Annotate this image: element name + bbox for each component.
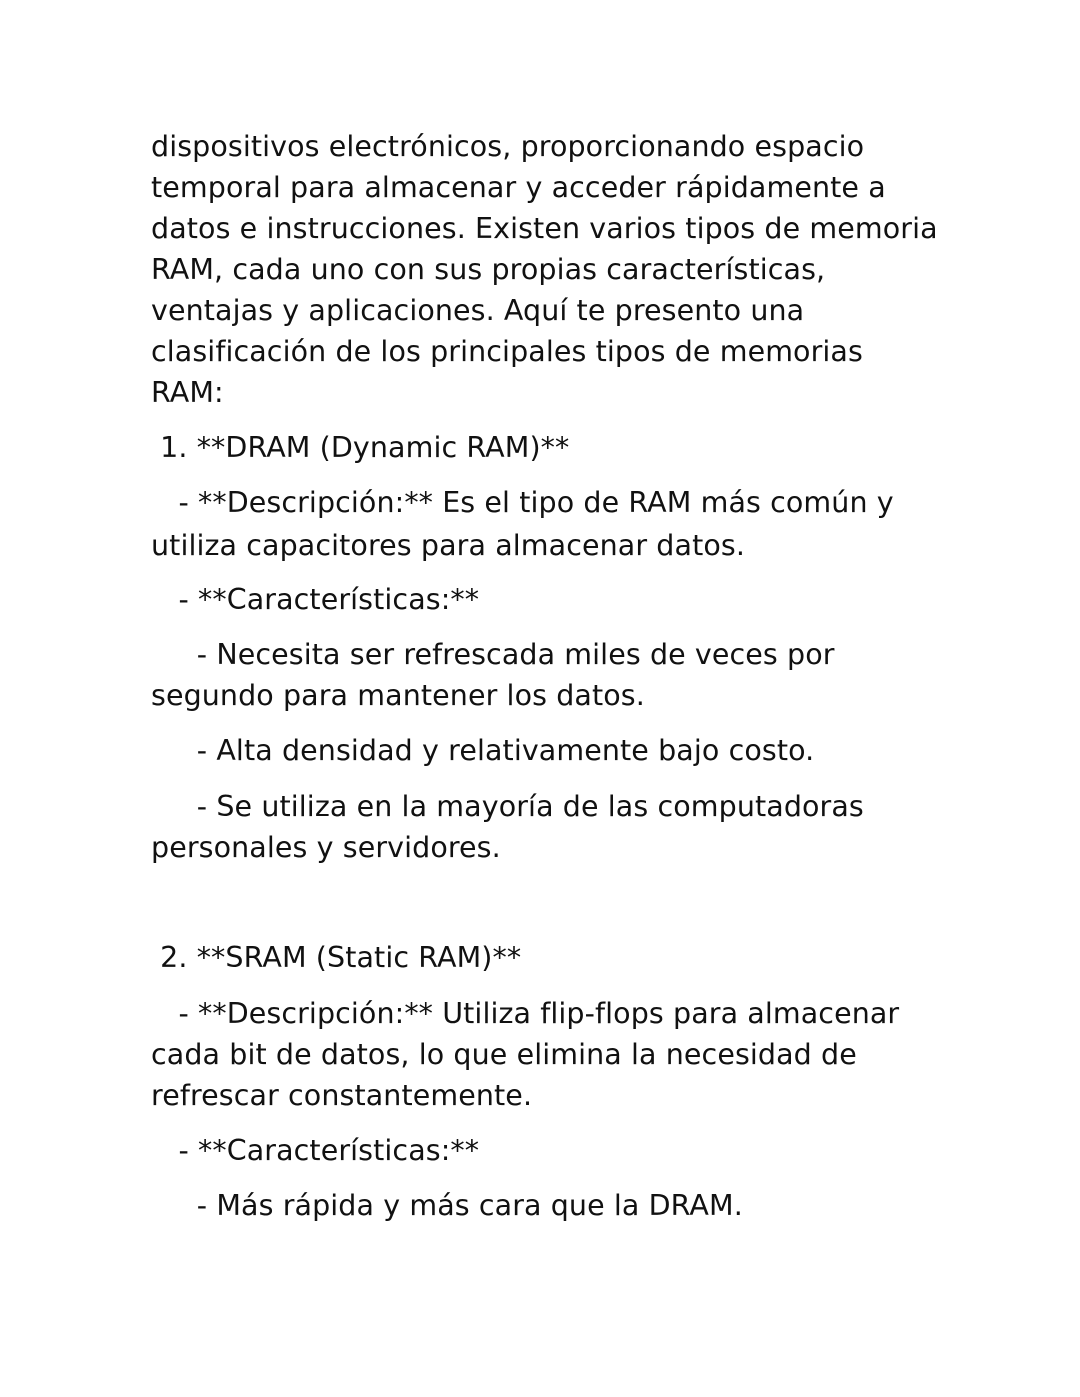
sram-heading: 2. **SRAM (Static RAM)** xyxy=(151,941,522,974)
intro-line: temporal para almacenar y acceder rápidamente a xyxy=(151,171,886,204)
sram-characteristic-item: - Más rápida y más cara que la DRAM. xyxy=(151,1189,743,1222)
dram-description: utiliza capacitores para almacenar datos. xyxy=(151,529,745,562)
dram-characteristic-item: - Alta densidad y relativamente bajo costo. xyxy=(151,734,815,767)
intro-line: clasificación de los principales tipos de memorias xyxy=(151,335,863,368)
dram-characteristics-label: - **Características:** xyxy=(151,583,480,616)
dram-characteristic-item: - Necesita ser refrescada miles de veces por xyxy=(151,638,835,671)
intro-line: datos e instrucciones. Existen varios tipos de memoria xyxy=(151,212,938,245)
dram-heading: 1. **DRAM (Dynamic RAM)** xyxy=(151,431,570,464)
sram-description: cada bit de datos, lo que elimina la necesidad de xyxy=(151,1038,857,1071)
sram-description: refrescar constantemente. xyxy=(151,1079,533,1112)
sram-characteristics-label: - **Características:** xyxy=(151,1134,480,1167)
dram-description: - **Descripción:** Es el tipo de RAM más común y xyxy=(151,486,894,519)
dram-characteristic-item: segundo para mantener los datos. xyxy=(151,679,645,712)
sram-description: - **Descripción:** Utiliza flip-flops para almacenar xyxy=(151,997,900,1030)
intro-line: RAM, cada uno con sus propias características, xyxy=(151,253,826,286)
intro-line: RAM: xyxy=(151,376,224,409)
dram-characteristic-item: personales y servidores. xyxy=(151,831,501,864)
dram-characteristic-item: - Se utiliza en la mayoría de las computadoras xyxy=(151,790,864,823)
intro-line: ventajas y aplicaciones. Aquí te presento una xyxy=(151,294,805,327)
intro-line: dispositivos electrónicos, proporcionando espacio xyxy=(151,130,865,163)
